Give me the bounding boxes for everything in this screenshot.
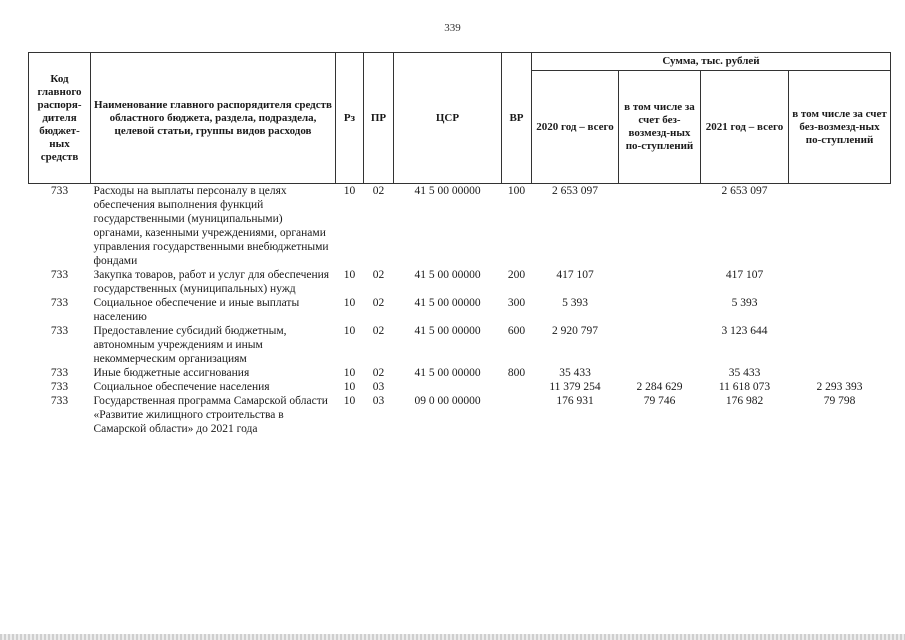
table-row [29, 394, 891, 436]
cell-code: 733 [50, 269, 69, 281]
cell-2020-total: 35 433 [559, 367, 591, 379]
cell-vr: 600 [507, 325, 526, 337]
cell-pr: 02 [372, 269, 385, 281]
cell-vr: 800 [507, 367, 526, 379]
header-rz: Рз [336, 53, 364, 184]
cell-2020-free: 2 284 629 [636, 381, 683, 393]
cell-name: Закупка товаров, работ и услуг для обеспечения государственных (муниципальных) нужд [93, 269, 330, 295]
cell-csr: 41 5 00 00000 [414, 367, 481, 379]
cell-2021-total: 11 618 073 [718, 381, 771, 393]
cell-rz: 10 [343, 381, 356, 393]
cell-2021-total: 5 393 [731, 297, 758, 309]
cell-csr: 41 5 00 00000 [414, 325, 481, 337]
cell-2020-total: 417 107 [556, 269, 594, 281]
cell-2020-total: 176 931 [556, 395, 594, 407]
cell-2021-free [789, 296, 891, 324]
cell-name: Государственная программа Самарской области «Развитие жилищного строительства в Самарской области» до 2021 года [93, 395, 328, 435]
cell-code: 733 [50, 395, 69, 407]
cell-pr: 03 [372, 381, 385, 393]
header-2021-free: в том числе за счет без-возмезд-ных по-ступлений [789, 71, 891, 184]
header-2021-total: 2021 год – всего [701, 71, 789, 184]
cell-2021-total: 35 433 [728, 367, 761, 379]
header-sum-group: Сумма, тыс. рублей [532, 53, 891, 71]
cell-vr [502, 380, 532, 394]
cell-2020-total: 5 393 [562, 297, 588, 309]
page-number: 339 [444, 22, 461, 34]
cell-2021-free: 79 798 [823, 395, 856, 407]
cell-rz: 10 [343, 395, 356, 407]
table-row [29, 184, 891, 269]
cell-2021-free [789, 184, 891, 269]
header-code: Код главного распоря-дителя бюджет-ных средств [29, 53, 91, 184]
cell-csr: 41 5 00 00000 [414, 185, 481, 197]
cell-rz: 10 [343, 269, 356, 281]
cell-2020-free [619, 268, 701, 296]
table-header [29, 53, 891, 184]
cell-2020-total: 2 920 797 [552, 325, 598, 337]
cell-pr: 02 [372, 185, 385, 197]
cell-2021-total: 417 107 [725, 269, 764, 281]
cell-2021-total: 176 982 [725, 395, 764, 407]
cell-2021-free [789, 366, 891, 380]
header-pr: ПР [364, 53, 394, 184]
cell-pr: 03 [372, 395, 385, 407]
cell-name: Предоставление субсидий бюджетным, автономным учреждениям и иным некоммерческим организациям [93, 325, 287, 365]
cell-2020-free [619, 366, 701, 380]
cell-2020-free [619, 184, 701, 269]
cell-pr: 02 [372, 367, 385, 379]
cell-vr: 100 [507, 185, 526, 197]
header-csr: ЦСР [394, 53, 502, 184]
cell-rz: 10 [343, 367, 356, 379]
cell-rz: 10 [343, 185, 356, 197]
cell-code: 733 [50, 185, 69, 197]
header-name: Наименование главного распорядителя средств областного бюджета, раздела, подраздела, целевой статьи, группы видов расходов [91, 53, 336, 184]
cell-2021-free: 2 293 393 [816, 381, 863, 393]
table-row [29, 380, 891, 394]
cell-code: 733 [50, 381, 69, 393]
cell-vr: 300 [507, 297, 526, 309]
cell-2020-free [619, 324, 701, 366]
cell-2020-total: 11 379 254 [549, 381, 601, 393]
header-2020-free: в том числе за счет без-возмезд-ных по-ступлений [619, 71, 701, 184]
cell-2021-free [789, 324, 891, 366]
budget-table [28, 52, 891, 436]
cell-rz: 10 [343, 297, 356, 309]
cell-2020-free: 79 746 [643, 395, 676, 407]
cell-name: Социальное обеспечение населения [93, 381, 270, 393]
table-row [29, 296, 891, 324]
cell-2020-free [619, 296, 701, 324]
cell-2021-total: 3 123 644 [721, 325, 768, 337]
cell-2020-total: 2 653 097 [552, 185, 598, 197]
table-row [29, 268, 891, 296]
table-row [29, 366, 891, 380]
table-row [29, 324, 891, 366]
cell-csr: 09 0 00 00000 [414, 395, 481, 407]
cell-name: Расходы на выплаты персоналу в целях обеспечения выполнения функций государственными (муниципальными) органами, казенными учреждениями, органами управления государственными внебюджетными фондами [93, 185, 329, 267]
header-2020-total: 2020 год – всего [532, 71, 619, 184]
scan-edge-strip [0, 634, 905, 640]
table-body [29, 184, 891, 437]
cell-csr: 41 5 00 00000 [414, 297, 481, 309]
cell-vr [502, 394, 532, 436]
cell-code: 733 [50, 297, 69, 309]
cell-pr: 02 [372, 297, 385, 309]
cell-code: 733 [50, 325, 69, 337]
cell-csr [394, 380, 502, 394]
cell-2021-free [789, 268, 891, 296]
cell-name: Иные бюджетные ассигнования [93, 367, 250, 379]
cell-pr: 02 [372, 325, 385, 337]
header-vr: ВР [502, 53, 532, 184]
cell-csr: 41 5 00 00000 [414, 269, 481, 281]
cell-name: Социальное обеспечение и иные выплаты населению [93, 297, 300, 323]
cell-code: 733 [50, 367, 69, 379]
cell-rz: 10 [343, 325, 356, 337]
cell-vr: 200 [507, 269, 526, 281]
cell-2021-total: 2 653 097 [721, 185, 768, 197]
